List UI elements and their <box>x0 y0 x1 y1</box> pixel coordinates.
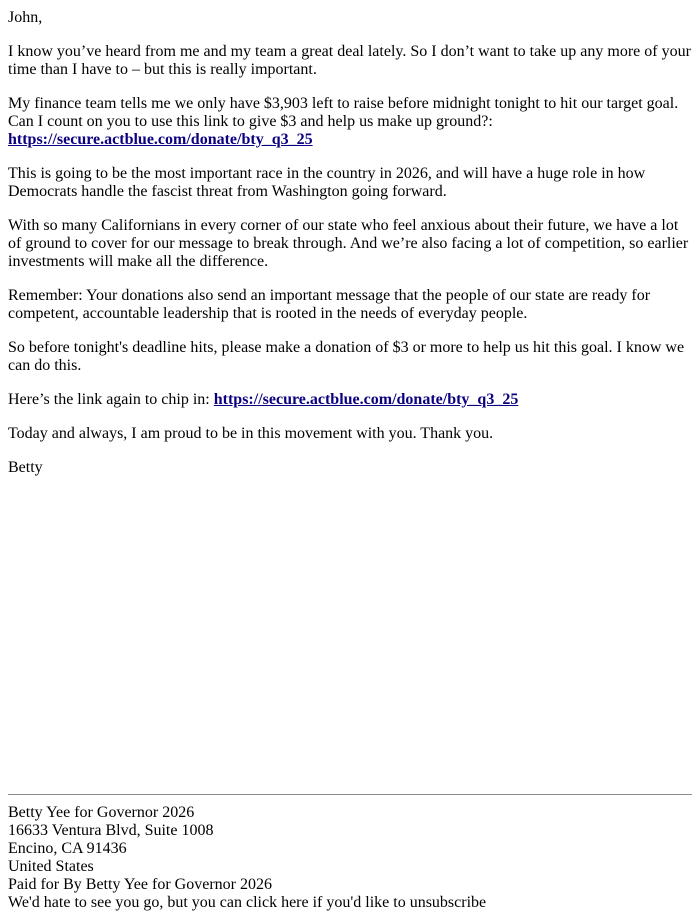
footer <box>8 804 694 912</box>
paragraph-deadline: So before tonight's deadline hits, please make a donation of $3 or more to help us hit this goal. I know we can do this. <box>8 339 685 374</box>
signature: Betty <box>8 459 43 476</box>
paragraph-intro: I know you’ve heard from me and my team a great deal lately. So I don’t want to take up any more of your time than I have to – but this is really important. <box>8 43 691 78</box>
donate-link-again[interactable]: https://secure.actblue.com/donate/bty_q3_25 <box>213 391 519 408</box>
footer-paid-for: Paid for By Betty Yee for Governor 2026 <box>8 876 272 893</box>
paragraph-californians: With so many Californians in every corner of our state who feel anxious about their future, we have a lot of ground to cover for our message to break through. And we’re also facing a lot of competition, so earlier investments will make all the difference. <box>8 217 689 270</box>
salutation: John, <box>8 9 43 26</box>
paragraph-link-again <box>8 391 694 409</box>
paragraph-finance <box>8 95 694 149</box>
unsubscribe-text[interactable]: We'd hate to see you go, but you can click here if you'd like to unsubscribe <box>8 894 487 911</box>
paragraph-closing: Today and always, I am proud to be in this movement with you. Thank you. <box>8 425 494 442</box>
footer-org: Betty Yee for Governor 2026 <box>8 804 195 821</box>
footer-divider <box>8 794 692 795</box>
footer-address-line2: Encino, CA 91436 <box>8 840 127 857</box>
paragraph-remember: Remember: Your donations also send an important message that the people of our state are ready for competent, accountable leadership that is rooted in the needs of everyday people. <box>8 287 651 322</box>
footer-address-line1: 16633 Ventura Blvd, Suite 1008 <box>8 822 214 839</box>
paragraph-race: This is going to be the most important race in the country in 2026, and will have a huge role in how Democrats handle the fascist threat from Washington going forward. <box>8 165 646 200</box>
email-body <box>8 9 694 493</box>
paragraph-link-again-text: Here’s the link again to chip in: <box>8 391 210 408</box>
donate-link[interactable]: https://secure.actblue.com/donate/bty_q3_25 <box>8 131 313 148</box>
footer-country: United States <box>8 858 94 875</box>
paragraph-finance-text: My finance team tells me we only have $3,903 left to raise before midnight tonight to hit our target goal. Can I count on you to use this link to give $3 and help us make up ground?: <box>8 95 679 130</box>
